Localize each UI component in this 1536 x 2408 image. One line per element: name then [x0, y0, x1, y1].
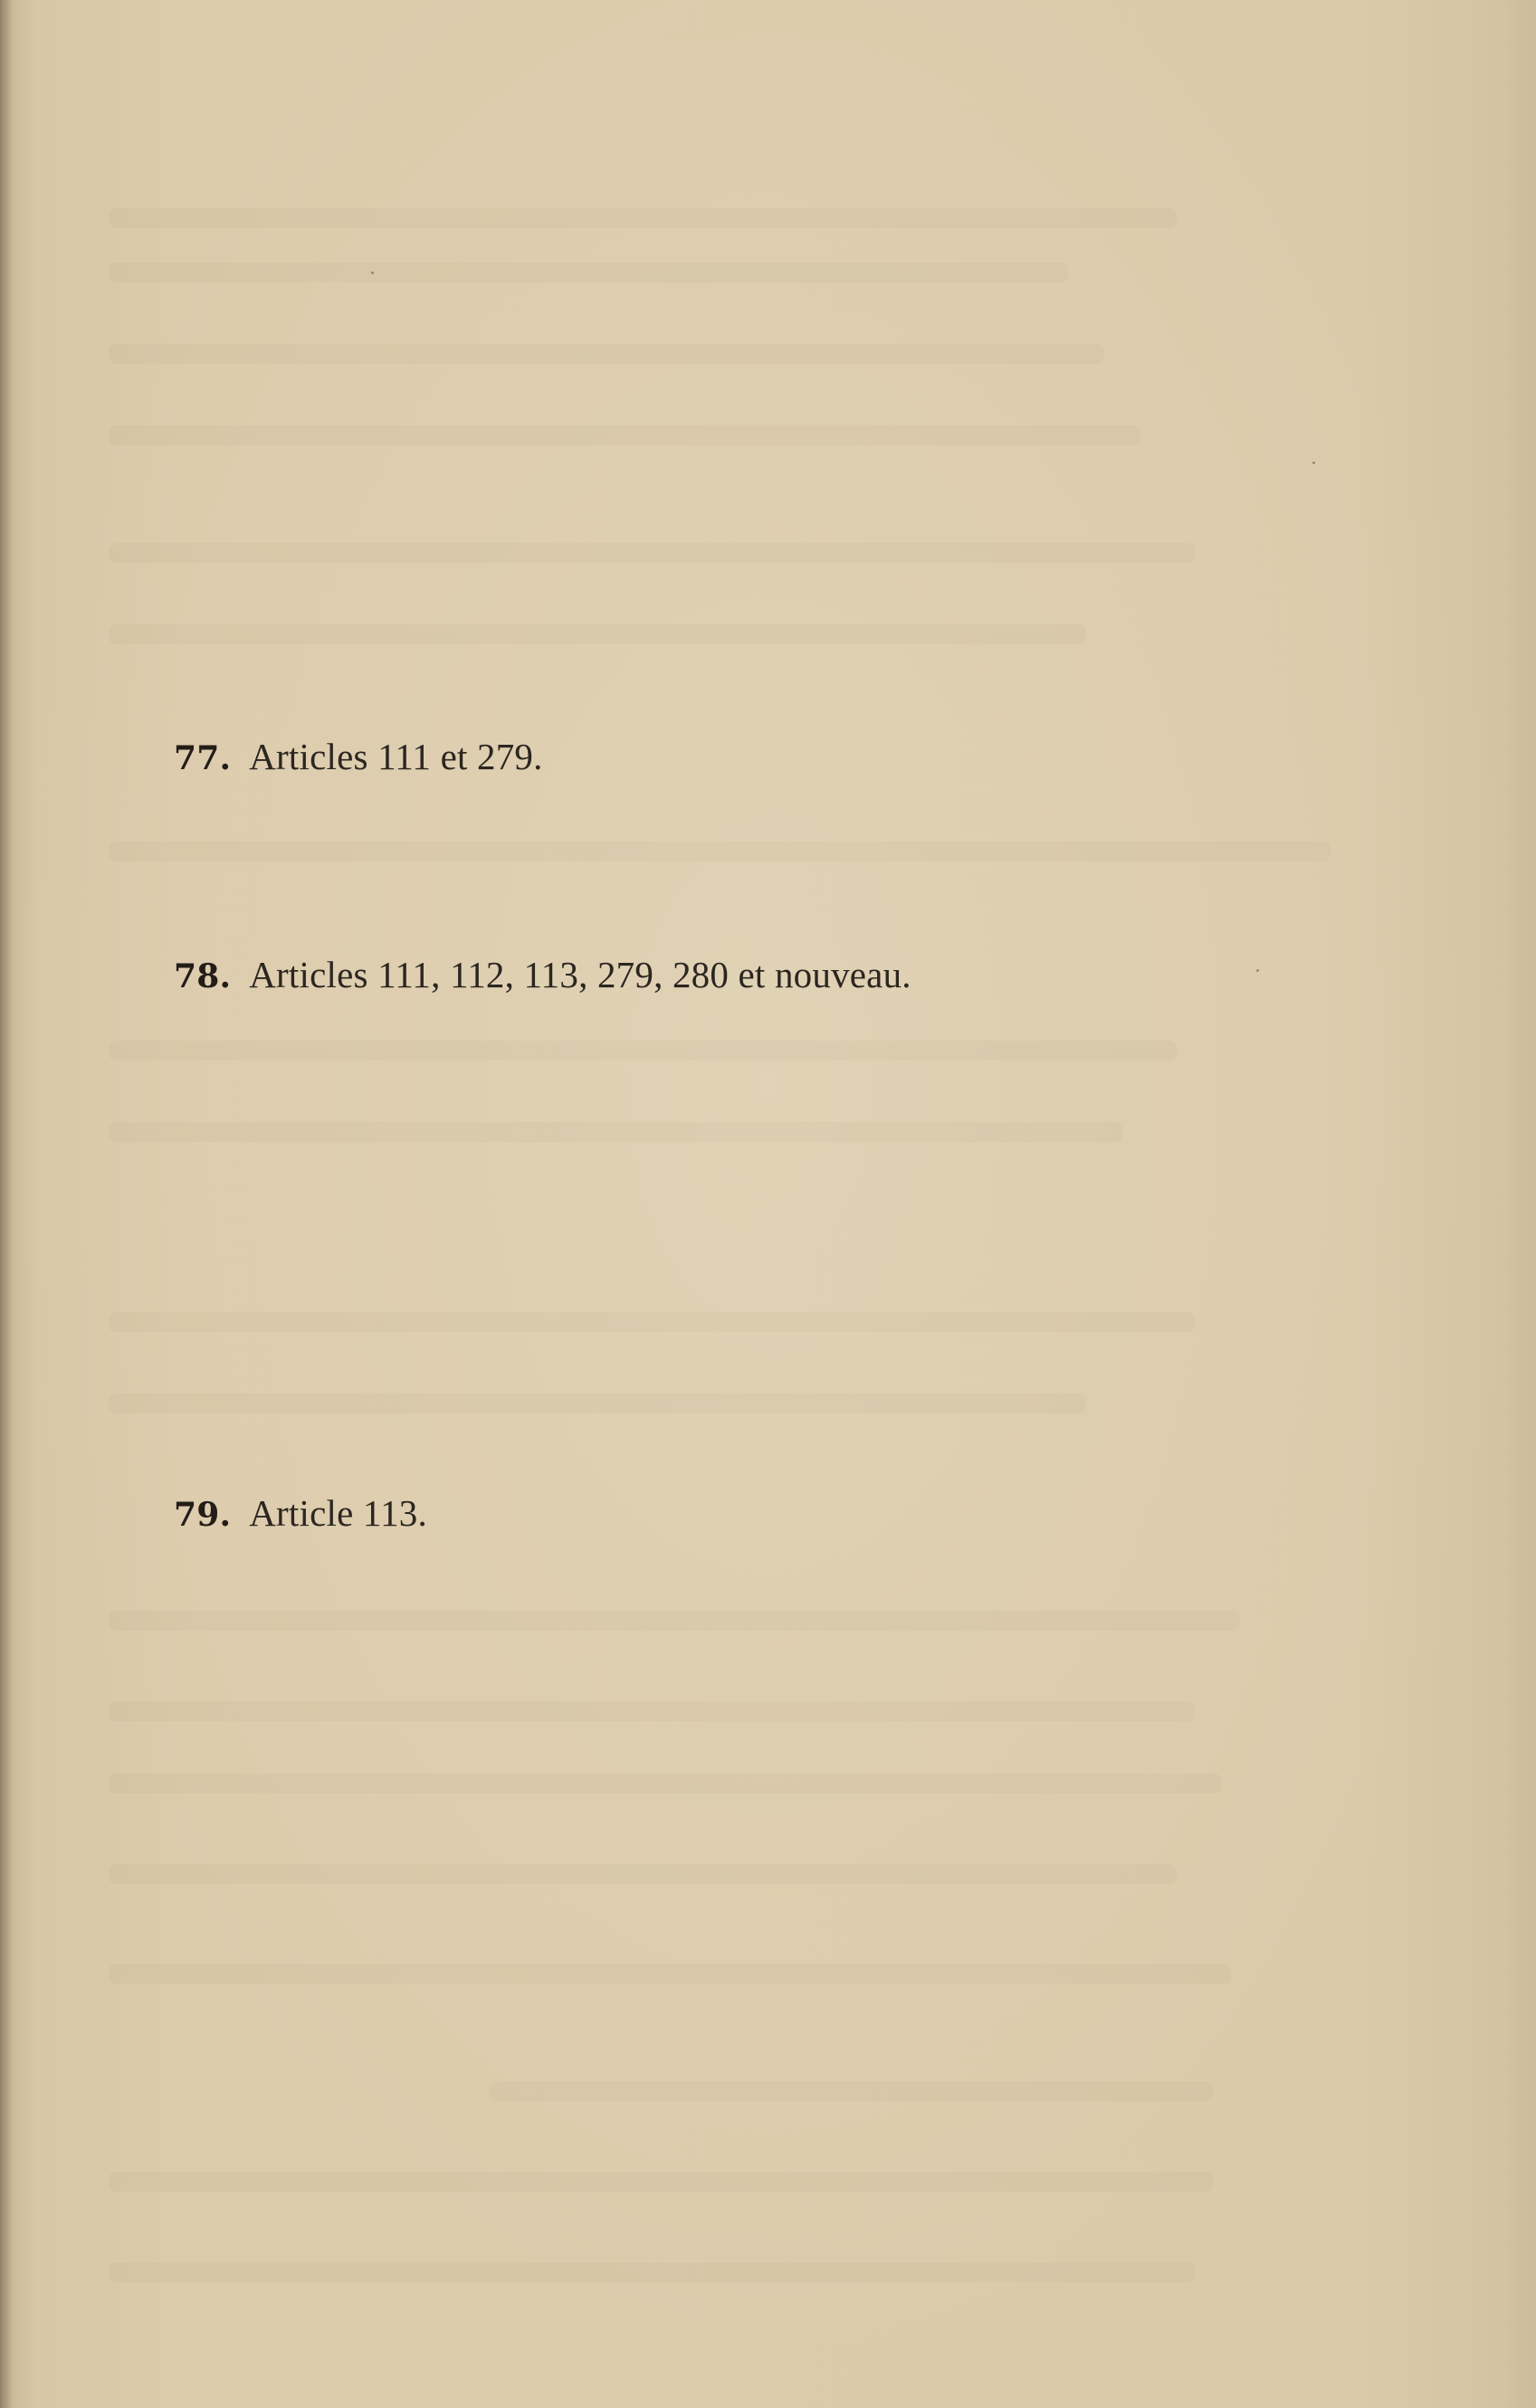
bleed-through-line — [109, 1611, 1240, 1631]
bleed-through-line — [109, 2262, 1195, 2282]
entry-78 — [174, 953, 911, 996]
bleed-through-line — [109, 1701, 1195, 1721]
paper-speck — [1312, 462, 1315, 464]
bleed-through-line — [489, 2081, 1213, 2101]
bleed-through-line — [109, 1774, 1222, 1794]
entry-77 — [174, 735, 543, 778]
bleed-through-line — [109, 1964, 1231, 1984]
entry-text: Articles 111 et 279. — [249, 736, 543, 777]
bleed-through-line — [109, 624, 1086, 644]
bleed-through-line — [109, 1312, 1195, 1332]
paper-speck — [371, 271, 374, 274]
bleed-through-line — [109, 1122, 1122, 1142]
entry-text: Article 113. — [249, 1492, 427, 1534]
bleed-through-line — [109, 1041, 1177, 1061]
entry-number: 77. — [174, 739, 232, 777]
bleed-through-line — [109, 543, 1195, 563]
entry-number: 79. — [174, 1496, 232, 1534]
paper-speck — [1256, 969, 1259, 972]
bleed-through-line — [109, 2172, 1213, 2192]
bleed-through-line — [109, 425, 1140, 445]
bleed-through-line — [109, 842, 1331, 861]
bleed-through-line — [109, 344, 1104, 364]
bleed-through-line — [109, 1864, 1177, 1884]
bleed-through-line — [109, 262, 1068, 282]
entry-79 — [174, 1491, 427, 1535]
entry-text: Articles 111, 112, 113, 279, 280 et nouveau. — [249, 954, 911, 995]
bleed-through-line — [109, 1394, 1086, 1413]
bleed-through-line — [109, 208, 1177, 228]
entry-number: 78. — [174, 957, 232, 995]
